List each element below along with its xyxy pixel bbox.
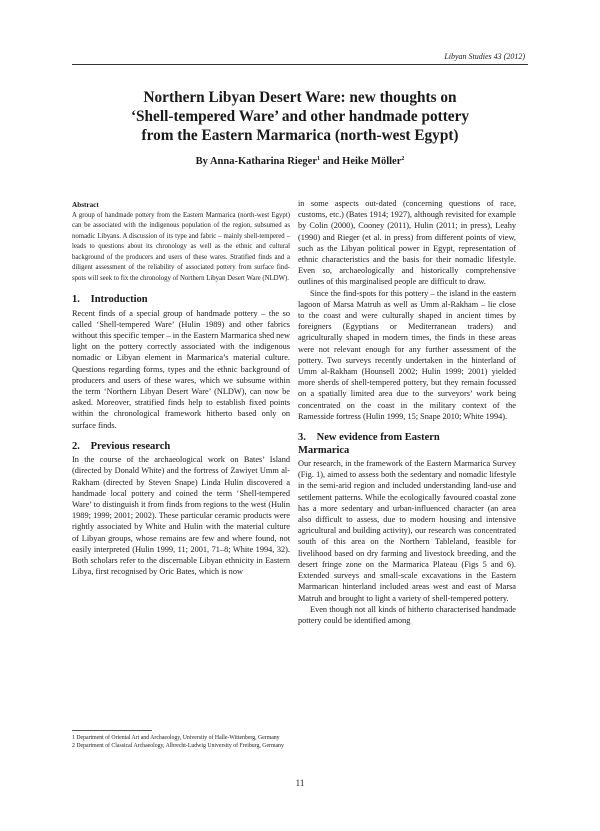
- section-heading: [298, 432, 516, 457]
- author-name: Heike Möller: [342, 156, 402, 167]
- footnote-rule: [72, 730, 152, 731]
- footnote: 1 Department of Oriental Art and Archaeology, University of Halle-Wittenberg, Germany: [72, 735, 280, 741]
- author-line: [72, 156, 528, 167]
- body-paragraph: Recent finds of a special group of handmade pottery – the so called ‘Shell-tempered Ware’ (Hulin 1989) and other fabrics without this specific temper – in the Eastern Marmarica shed new light on the pottery correctly associated with the indigenous nomadic or Libyan element in Marmarica’s material culture. Questions regarding forms, types and the ethnic background of producers and users of these wares, which we subsume within the term ‘Northern Libyan Desert Ware’ (NLDW), can now be asked. Moreover, stratified finds help to establish fixed points within the chronological framework hitherto based only on surface finds.: [72, 308, 290, 430]
- footnotes: [72, 734, 284, 750]
- title-line: from the Eastern Marmarica (north-west Egypt): [141, 127, 459, 144]
- section-number: 1.: [72, 294, 80, 305]
- paper-title: [72, 88, 528, 145]
- footnote-marker[interactable]: 1: [316, 156, 320, 162]
- right-column: [298, 198, 516, 626]
- footnote: 2 Department of Classical Archaeology, Albrecht-Ludwig University of Freiburg, Germany: [72, 743, 284, 750]
- body-paragraph: Even though not all kinds of hitherto characterised handmade pottery could be identified among: [298, 604, 516, 625]
- title-line: Northern Libyan Desert Ware: new thoughts on: [143, 89, 457, 106]
- abstract-text: A group of handmade pottery from the Eastern Marmarica (north-west Egypt) can be associated with the indigenous population of the region, subsumed as nomadic Libyans. A discussion of its type and fabric – mainly shell-tempered – leads to questions about its chronology as well as the ethnic and cultural background of the producers and users of these wares. Stratified finds and a diligent assessment of the reliability of associated pottery from surface find-spots will seek to fix the chronology of Northern Libyan Desert Ware (NLDW).: [72, 211, 290, 282]
- section-heading: [72, 441, 290, 454]
- body-paragraph: Our research, in the framework of the Eastern Marmarica Survey (Fig. 1), aimed to assess both the sedentary and nomadic lifestyle in the semi-arid region and included understanding land-use and settlement patterns. While the ecologically favoured coastal zone has a more sedentary and urban-influenced character (an area also difficult to assess, due to modern housing and intensive agricultural and building activity), our research was concentrated south of this area on the Northern Tableland, feasible for livelihood based on dry farming and livestock breeding, and the desert fringe zone on the Marmarica Plateau (Figs 5 and 6). Extended surveys and small-scale excavations in the Eastern Marmarican hinterland included areas west and east of Marsa Matruh and brought to light a variety of shell-tempered pottery.: [298, 459, 516, 603]
- abstract-heading: Abstract: [72, 201, 99, 209]
- page-number: 11: [295, 778, 305, 788]
- journal-header: Libyan Studies 43 (2012): [444, 52, 525, 61]
- author-by: By: [195, 156, 208, 167]
- body-paragraph: In the course of the archaeological work on Bates’ Island (directed by Donald White) and the fortress of Zawiyet Umm al-Rakham (directed by Steven Snape) Linda Hulin discovered a handmade local pottery and coined the term ‘Shell-tempered Ware’ to distinguish it from finds from regions to the west (Hulin 1989; 1999; 2001; 2002). These particular ceramic products were rightly associated by White and Hulin with the material culture of Libyan groups, whose remains are few and where found, not easily interpreted (Hulin 1999, 11; 2001, 71–8; White 1994, 32). Both scholars refer to the discernable Libyan ethnicity in Eastern Libya, first recognised by Oric Bates, which is now: [72, 455, 290, 577]
- left-column: [72, 200, 290, 577]
- section-title: Marmarica: [298, 444, 350, 456]
- body-paragraph: Since the find-spots for this pottery – the island in the eastern lagoon of Marsa Matruh as well as Umm al-Rakham – lie close to the coast and were culturally shaped in ancient times by foreigners (Egyptians or Mediterranean traders) and agriculturally shaped in modern times, the finds in these areas were not relevant enough for any further assessment of the pottery. Two surveys recently undertaken in the hinterland of Umm al-Rakham (Hounsell 2002; Hulin 1999; 2001) yielded more sherds of shell-tempered pottery, but they remain focussed on a spatially limited area due to the surveyors’ work being concentrated on the coast in the military context of the Ramesside fortress (Hulin 1999, 15; Snape 2010; White 1994).: [298, 288, 516, 421]
- header-rule: [72, 64, 528, 65]
- section-title: Previous research: [90, 440, 171, 452]
- author-and: and: [322, 156, 340, 167]
- section-title: Introduction: [90, 294, 148, 305]
- section-number: 3.: [298, 432, 306, 444]
- section-number: 2.: [72, 440, 80, 452]
- section-heading: [72, 294, 290, 307]
- title-line: ‘Shell-tempered Ware’ and other handmade pottery: [130, 108, 470, 125]
- author-name: Anna-Katharina Rieger: [209, 156, 317, 167]
- footnote-marker[interactable]: 2: [401, 156, 405, 162]
- section-title: New evidence from Eastern: [316, 432, 440, 444]
- body-paragraph: in some aspects out-dated (concerning questions of race, customs, etc.) (Bates 1914; 1927), although revisited for example by Colin (2000), Cooney (2011), Hulin (2011; in press), Leahy (1990) and Rieger (et al. in press) from different points of view, such as the Libyan political power in Egypt, representation of ethnic characteristics and the basis for their nomadic lifestyle. Even so, archaeologically and historically comprehensive outlines of this marginalised people are difficult to draw.: [298, 199, 516, 287]
